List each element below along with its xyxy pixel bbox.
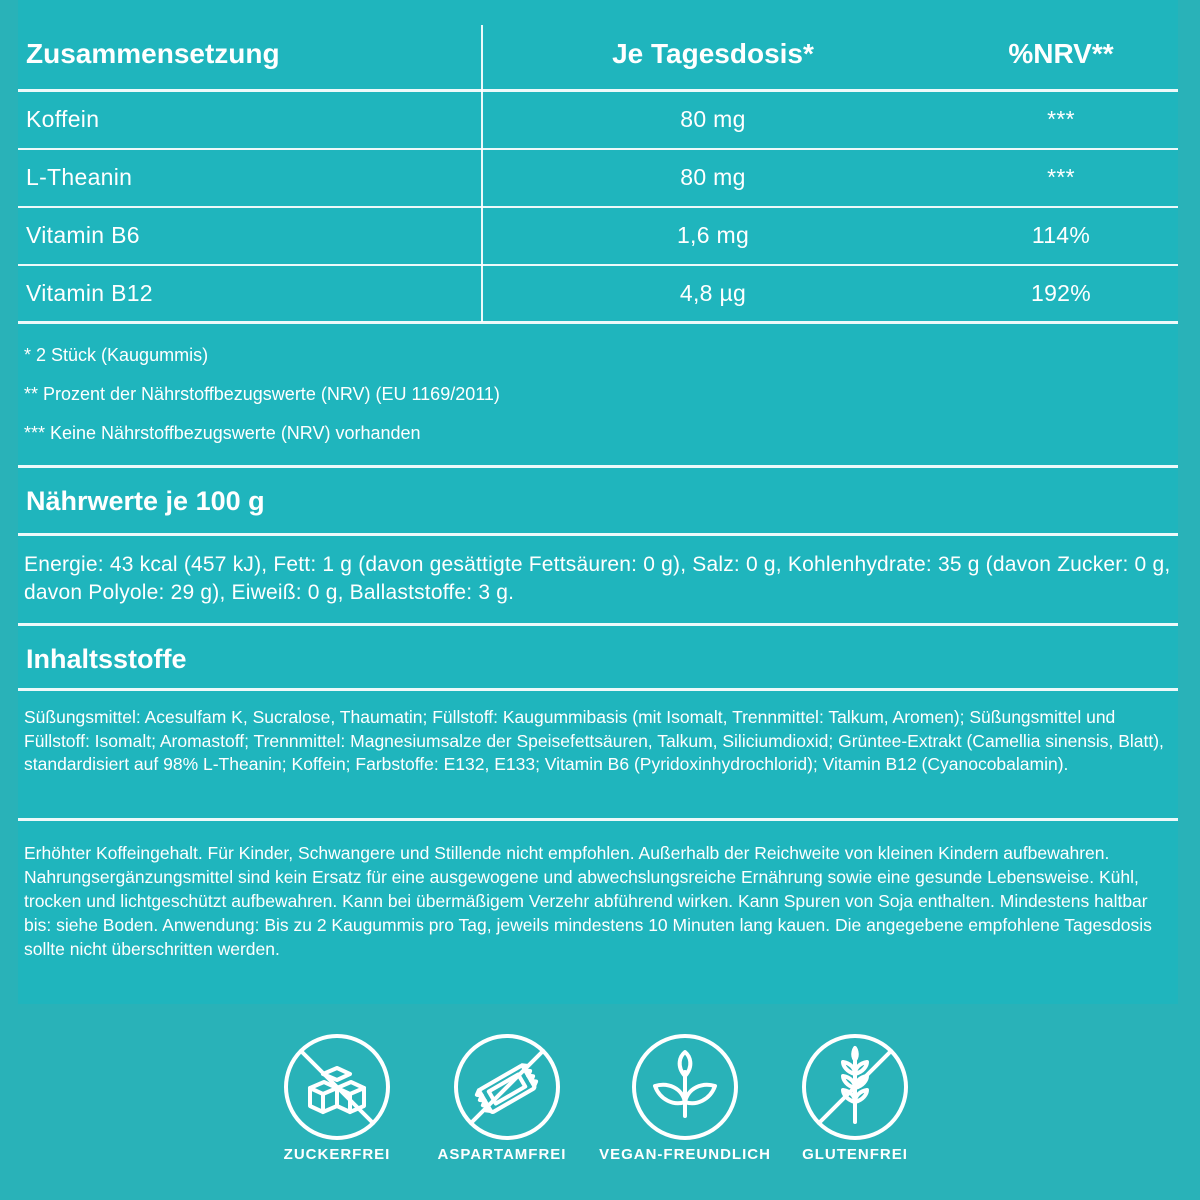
row-nrv: *** [1047,164,1075,190]
section-divider [18,688,1178,691]
wheat-crossed-icon [800,1032,910,1142]
footnote-nrv: ** Prozent der Nährstoffbezugswerte (NRV) (EU 1169/2011) [24,384,500,404]
table-header-nrv: %NRV** [1008,38,1114,69]
section-divider [18,623,1178,626]
table-bottom-divider [18,321,1178,324]
table-header-daily-dose: Je Tagesdosis* [612,38,814,69]
row-amount: 1,6 mg [676,222,750,248]
section-divider [18,533,1178,536]
row-amount: 4,8 µg [679,280,747,306]
section-divider [18,465,1178,468]
table-header-composition: Zusammensetzung [26,38,280,69]
row-nutrient: Koffein [26,106,100,132]
footnote-daily-dose: * 2 Stück (Kaugummis) [24,345,209,365]
footnote-no-nrv: *** Keine Nährstoffbezugswerte (NRV) vorhanden [24,423,421,443]
badge-label-sugar-free: ZUCKERFREI [283,1146,391,1163]
row-nutrient: L-Theanin [26,164,133,190]
warning-text: Erhöhter Koffeingehalt. Für Kinder, Schwangere und Stillende nicht empfohlen. Außerhalb der Reichweite von kleinen Kindern aufbewahren. Nahrungsergänzungsmittel sind kein Ersatz für eine ausgewogene und abwechslungsreiche Ernährung sowie eine gesunde Lebensweise. Kühl, trocken und lichtgeschützt aufbewahren. Kann bei übermäßigem Verzehr abführend wirken. Kann Spuren von Soja enthalten. Mindestens haltbar bis: siehe Boden. Anwendung: Bis zu 2 Kaugummis pro Tag, jeweils mindestens 10 Minuten lang kauen. Die angegebene empfohlene Tagesdosis sollte nicht überschritten werden. [24,843,1152,959]
badge-label-gluten-free: GLUTENFREI [802,1146,908,1163]
badge-label-vegan-friendly: VEGAN-FREUNDLICH [599,1146,771,1163]
nutrition-text: Energie: 43 kcal (457 kJ), Fett: 1 g (davon gesättigte Fettsäuren: 0 g), Salz: 0 g, Kohlenhydrate: 35 g (davon Zucker: 0 g, davon Polyole: 29 g), Eiweiß: 0 g, Ballaststoffe: 3 g. [24,553,1171,604]
row-nutrient: Vitamin B12 [26,280,153,306]
table-row-divider [18,148,1178,150]
row-nrv: 192% [1030,280,1092,306]
row-nrv: *** [1047,106,1075,132]
row-amount: 80 mg [680,106,746,132]
ingredients-text: Süßungsmittel: Acesulfam K, Sucralose, Thaumatin; Füllstoff: Kaugummibasis (mit Isomalt, Trennmittel: Talkum, Aromen); Süßungsmittel und Füllstoff: Isomalt; Aromastoff; Trennmittel: Magnesiumsalze der Speisefettsäuren, Talkum, Siliciumdioxid; Grüntee-Extrakt (Camellia sinensis, Blatt), standardisiert auf 98% L-Theanin; Koffein; Farbstoffe: E132, E133; Vitamin B6 (Pyridoxinhydrochlorid); Vitamin B12 (Cyanocobalamin). [24,707,1164,774]
row-nrv: 114% [1031,222,1091,248]
ingredients-title: Inhaltsstoffe [26,644,187,674]
sweetener-sachet-crossed-icon [452,1032,562,1142]
row-nutrient: Vitamin B6 [26,222,140,248]
section-divider [18,818,1178,821]
table-header-divider [18,89,1178,92]
table-row-divider [18,264,1178,266]
row-amount: 80 mg [680,164,746,190]
table-row-divider [18,206,1178,208]
nutrition-title: Nährwerte je 100 g [26,486,265,516]
sugar-cube-crossed-icon [282,1032,392,1142]
badge-label-aspartame-free: ASPARTAMFREI [437,1146,567,1163]
leaf-sprout-icon [630,1032,740,1142]
